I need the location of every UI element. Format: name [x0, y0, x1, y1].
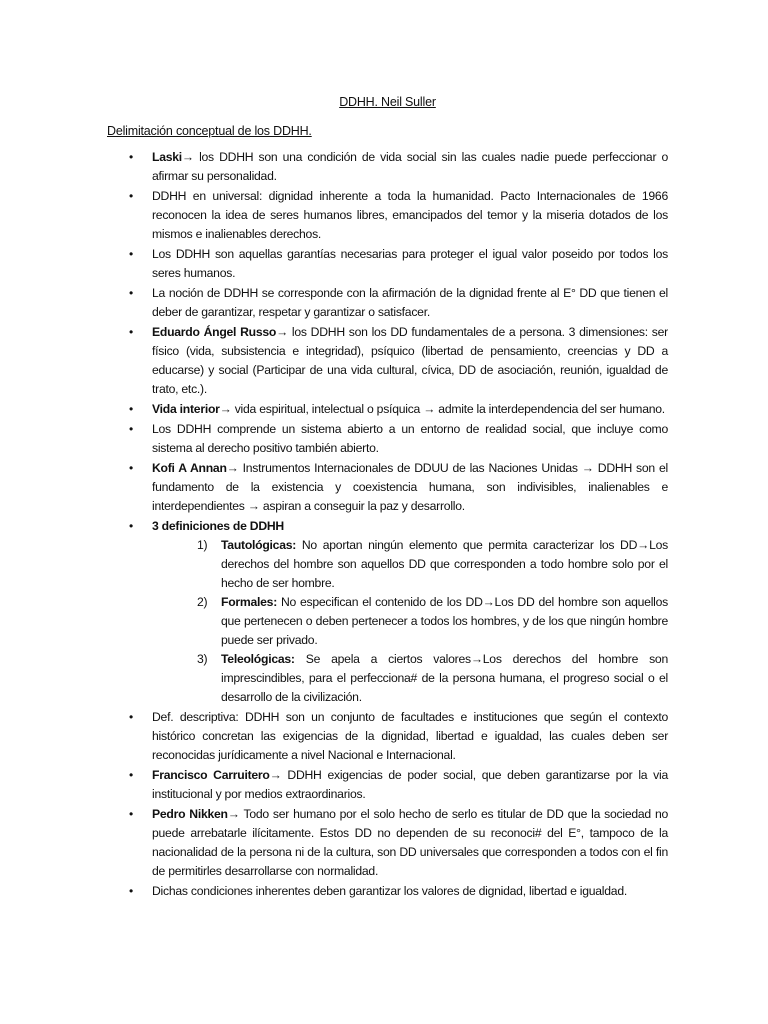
list-item — [107, 882, 668, 901]
item-text: los DDHH son una condición de vida social sin las cuales nadie puede perfeccionar o afirmar su personalidad. — [152, 150, 668, 183]
bullet-icon: • — [129, 247, 133, 261]
list-item — [107, 766, 668, 804]
arrow-icon: → — [219, 402, 232, 416]
list-item — [107, 400, 668, 419]
item-text: Los DDHH comprende un sistema abierto a un entorno de realidad social, que incluye como sistema al derecho positivo también abierto. — [152, 422, 668, 455]
list-item — [107, 284, 668, 322]
list-item — [107, 420, 668, 458]
list-item — [107, 245, 668, 283]
document-title: DDHH. Neil Suller — [339, 95, 436, 109]
item-text: Todo ser humano por el solo hecho de serlo es titular de DD que la sociedad no puede arrebatarle ilícitamente. Estos DD no dependen de su reconoci# del E°, tampoco de la nacionalidad de la persona ni de la cultura, son DD universales que corresponden a todos con el fin de permitirles desarrollarse con normalidad. — [152, 807, 668, 878]
arrow-icon: → — [269, 768, 282, 782]
item-text: La noción de DDHH se corresponde con la afirmación de la dignidad frente al E° DD que tienen el deber de garantizar, respetar y garantizar o satisfacer. — [152, 286, 668, 319]
bullet-icon: • — [129, 884, 133, 898]
definition-term: Teleológicas: — [221, 652, 295, 666]
item-text: Dichas condiciones inherentes deben garantizar los valores de dignidad, libertad e igualdad. — [152, 884, 627, 898]
definitions-list — [152, 536, 668, 707]
definition-term: Tautológicas: — [221, 538, 297, 552]
definition-number: 1) — [197, 538, 208, 552]
bullet-icon: • — [129, 402, 133, 416]
bullet-icon: • — [129, 519, 133, 533]
bullet-icon: • — [129, 189, 133, 203]
section-heading: Delimitación conceptual de los DDHH. — [107, 124, 312, 138]
definition-term: Formales: — [221, 595, 277, 609]
list-item — [107, 517, 668, 707]
definition-item — [152, 536, 668, 593]
arrow-icon: → — [181, 150, 194, 164]
bullet-icon: • — [129, 461, 133, 475]
bullet-icon: • — [129, 325, 133, 339]
list-item — [107, 459, 668, 516]
definition-item — [152, 650, 668, 707]
arrow-icon: → — [276, 325, 289, 339]
item-lead: Francisco Carruitero — [152, 768, 270, 782]
item-text: Instrumentos Internacionales de DDUU de las Naciones Unidas → DDHH son el fundamento de la existencia y coexistencia humana, son indivisibles, inalienables e interdependientes → aspiran a conseguir la paz y desarrollo. — [152, 461, 668, 513]
item-text: vida espiritual, intelectual o psíquica → admite la interdependencia del ser humano. — [231, 402, 665, 416]
bullet-icon: • — [129, 807, 133, 821]
definition-item — [152, 593, 668, 650]
item-lead: Kofi A Annan — [152, 461, 227, 475]
list-item — [107, 148, 668, 186]
item-text: Los DDHH son aquellas garantías necesarias para proteger el igual valor poseido por todos los seres humanos. — [152, 247, 668, 280]
item-text: los DDHH son los DD fundamentales de a persona. 3 dimensiones: ser físico (vida, subsistencia e integridad), psíquico (libertad de pensamiento, creencias y DD a educarse) y social (Participar de una vida cultural, cívica, DD de asociación, reunión, igualdad de trato, etc.). — [152, 325, 668, 396]
definition-text: No aportan ningún elemento que permita caracterizar los DD→Los derechos del hombre son aquellos DD que corresponden a todo hombre solo por el hecho de ser hombre. — [221, 538, 668, 590]
item-lead: Eduardo Ángel Russo — [152, 325, 277, 339]
definition-text: Se apela a ciertos valores→Los derechos del hombre son imprescindibles, para el perfecciona# de la persona humana, el progreso social o el desarrollo de la civilización. — [221, 652, 668, 704]
item-lead: 3 definiciones de DDHH — [152, 519, 284, 533]
arrow-icon: → — [227, 807, 240, 821]
item-lead: Laski — [152, 150, 182, 164]
item-lead: Def. — [152, 710, 174, 724]
item-text: DDHH exigencias de poder social, que deben garantizarse por la via institucional y por medios extraordinarios. — [152, 768, 668, 801]
item-lead: Vida interior — [152, 402, 220, 416]
bullet-icon: • — [129, 422, 133, 436]
list-item — [107, 187, 668, 244]
item-lead: Pedro Nikken — [152, 807, 228, 821]
bullet-icon: • — [129, 286, 133, 300]
bullet-icon: • — [129, 768, 133, 782]
list-item — [107, 323, 668, 399]
bullet-list — [107, 148, 668, 901]
item-text: descriptiva: DDHH son un conjunto de facultades e instituciones que según el contexto histórico concretan las exigencias de la dignidad, libertad e igualdad, las cuales deben ser reconocidas jurídicamente a nivel Nacional e Internacional. — [152, 710, 668, 762]
item-text: DDHH en universal: dignidad inherente a toda la humanidad. Pacto Internacionales de 1966 reconocen la idea de seres humanos libres, emancipados del temor y la miseria dotados de los mismos e inalienables derechos. — [152, 189, 668, 241]
arrow-icon: → — [226, 461, 239, 475]
definition-number: 3) — [197, 652, 208, 666]
bullet-icon: • — [129, 150, 133, 164]
list-item — [107, 708, 668, 765]
definition-text: No especifican el contenido de los DD→Los DD del hombre son aquellos que pertenecen o deben pertenecer a todos los hombres, y de los que ningún hombre puede ser privado. — [221, 595, 668, 647]
definition-number: 2) — [197, 595, 208, 609]
list-item — [107, 805, 668, 881]
bullet-icon: • — [129, 710, 133, 724]
